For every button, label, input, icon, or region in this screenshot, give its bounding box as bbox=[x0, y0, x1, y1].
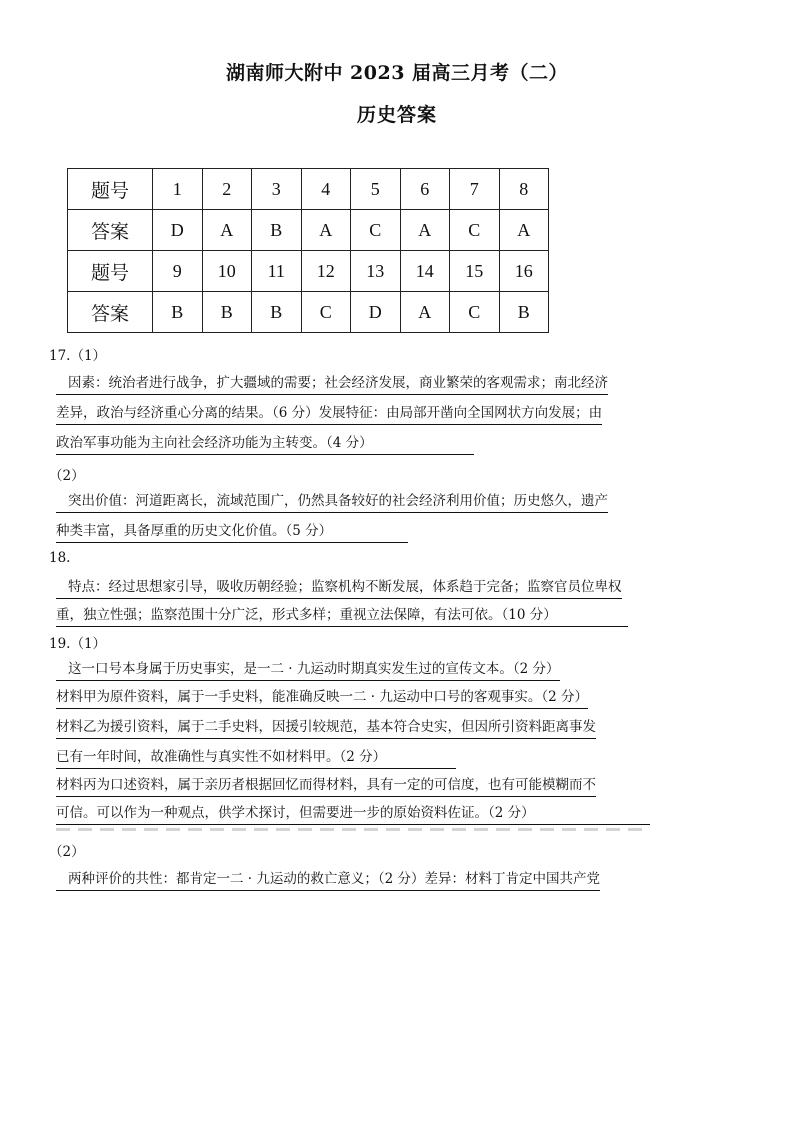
question-number: 11 bbox=[252, 251, 302, 292]
answer-cell: C bbox=[301, 292, 351, 333]
table-row bbox=[68, 210, 549, 251]
answer-cell: C bbox=[351, 210, 401, 251]
question-number: 2 bbox=[202, 169, 252, 210]
q18-label: 18. bbox=[49, 550, 71, 566]
answer-cell: A bbox=[499, 210, 549, 251]
q19-part1-line: 这一口号本身属于历史事实，是一二 · 九运动时期真实发生过的宣传文本。（2 分） bbox=[56, 660, 560, 681]
table-row bbox=[68, 251, 549, 292]
question-number: 15 bbox=[450, 251, 500, 292]
q19-part2-line: 两种评价的共性：都肯定一二 · 九运动的救亡意义；（2 分）差异：材料丁肯定中国共产党 bbox=[56, 870, 600, 891]
table-row bbox=[68, 169, 549, 210]
question-number: 7 bbox=[450, 169, 500, 210]
q17-part1-line: 因素：统治者进行战争，扩大疆域的需要；社会经济发展，商业繁荣的客观需求；南北经济 bbox=[56, 374, 608, 395]
q18-line: 特点：经过思想家引导，吸收历朝经验；监察机构不断发展，体系趋于完备；监察官员位卑权 bbox=[56, 578, 622, 599]
answer-cell: B bbox=[252, 210, 302, 251]
row-label-question: 题号 bbox=[68, 251, 153, 292]
table-row bbox=[68, 292, 549, 333]
question-number: 10 bbox=[202, 251, 252, 292]
q19-part1-line: 已有一年时间，故准确性与真实性不如材料甲。（2 分） bbox=[56, 748, 456, 769]
q17-part2-line: 种类丰富，具备厚重的历史文化价值。（5 分） bbox=[56, 522, 408, 543]
answer-cell: D bbox=[153, 210, 203, 251]
answer-cell: B bbox=[153, 292, 203, 333]
answer-cell: B bbox=[202, 292, 252, 333]
faded-text-remnant bbox=[56, 828, 650, 831]
answer-cell: A bbox=[202, 210, 252, 251]
question-number: 8 bbox=[499, 169, 549, 210]
q19-part1-line: 材料丙为口述资料，属于亲历者根据回忆而得材料，具有一定的可信度，也有可能模糊而不 bbox=[56, 776, 596, 797]
q17-part1-label: 17.（1） bbox=[49, 348, 107, 364]
q19-part1-label: 19.（1） bbox=[49, 636, 107, 652]
question-number: 13 bbox=[351, 251, 401, 292]
answer-cell: C bbox=[450, 292, 500, 333]
question-number: 14 bbox=[400, 251, 450, 292]
q17-part1-line: 差异，政治与经济重心分离的结果。（6 分）发展特征：由局部开凿向全国网状方向发展；由 bbox=[56, 404, 602, 425]
q19-part1-line: 材料甲为原件资料，属于一手史料，能准确反映一二 · 九运动中口号的客观事实。（2 分） bbox=[56, 688, 588, 709]
row-label-answer: 答案 bbox=[68, 210, 153, 251]
document-subtitle: 历史答案 bbox=[356, 104, 437, 126]
answer-cell: B bbox=[499, 292, 549, 333]
question-number: 6 bbox=[400, 169, 450, 210]
question-number: 3 bbox=[252, 169, 302, 210]
answer-cell: A bbox=[400, 210, 450, 251]
question-number: 12 bbox=[301, 251, 351, 292]
answer-cell: D bbox=[351, 292, 401, 333]
q17-part2-line: 突出价值：河道距离长，流域范围广，仍然具备较好的社会经济利用价值；历史悠久，遗产 bbox=[56, 492, 608, 513]
question-number: 9 bbox=[153, 251, 203, 292]
row-label-answer: 答案 bbox=[68, 292, 153, 333]
row-label-question: 题号 bbox=[68, 169, 153, 210]
question-number: 1 bbox=[153, 169, 203, 210]
q17-part1-line: 政治军事功能为主向社会经济功能为主转变。（4 分） bbox=[56, 434, 474, 455]
q19-part2-label: （2） bbox=[49, 844, 85, 860]
document-title: 湖南师大附中 2023 届高三月考（二） bbox=[225, 62, 569, 84]
answer-cell: A bbox=[301, 210, 351, 251]
q18-line: 重，独立性强；监察范围十分广泛，形式多样；重视立法保障，有法可依。（10 分） bbox=[56, 606, 628, 627]
question-number: 16 bbox=[499, 251, 549, 292]
q19-part1-line: 材料乙为援引资料，属于二手史料，因援引较规范，基本符合史实，但因所引资料距离事发 bbox=[56, 718, 596, 739]
answer-cell: A bbox=[400, 292, 450, 333]
question-number: 4 bbox=[301, 169, 351, 210]
question-number: 5 bbox=[351, 169, 401, 210]
answer-cell: C bbox=[450, 210, 500, 251]
answer-table bbox=[67, 168, 549, 333]
q19-part1-line: 可信。可以作为一种观点，供学术探讨，但需要进一步的原始资料佐证。（2 分） bbox=[56, 804, 650, 825]
answer-cell: B bbox=[252, 292, 302, 333]
q17-part2-label: （2） bbox=[49, 468, 85, 484]
